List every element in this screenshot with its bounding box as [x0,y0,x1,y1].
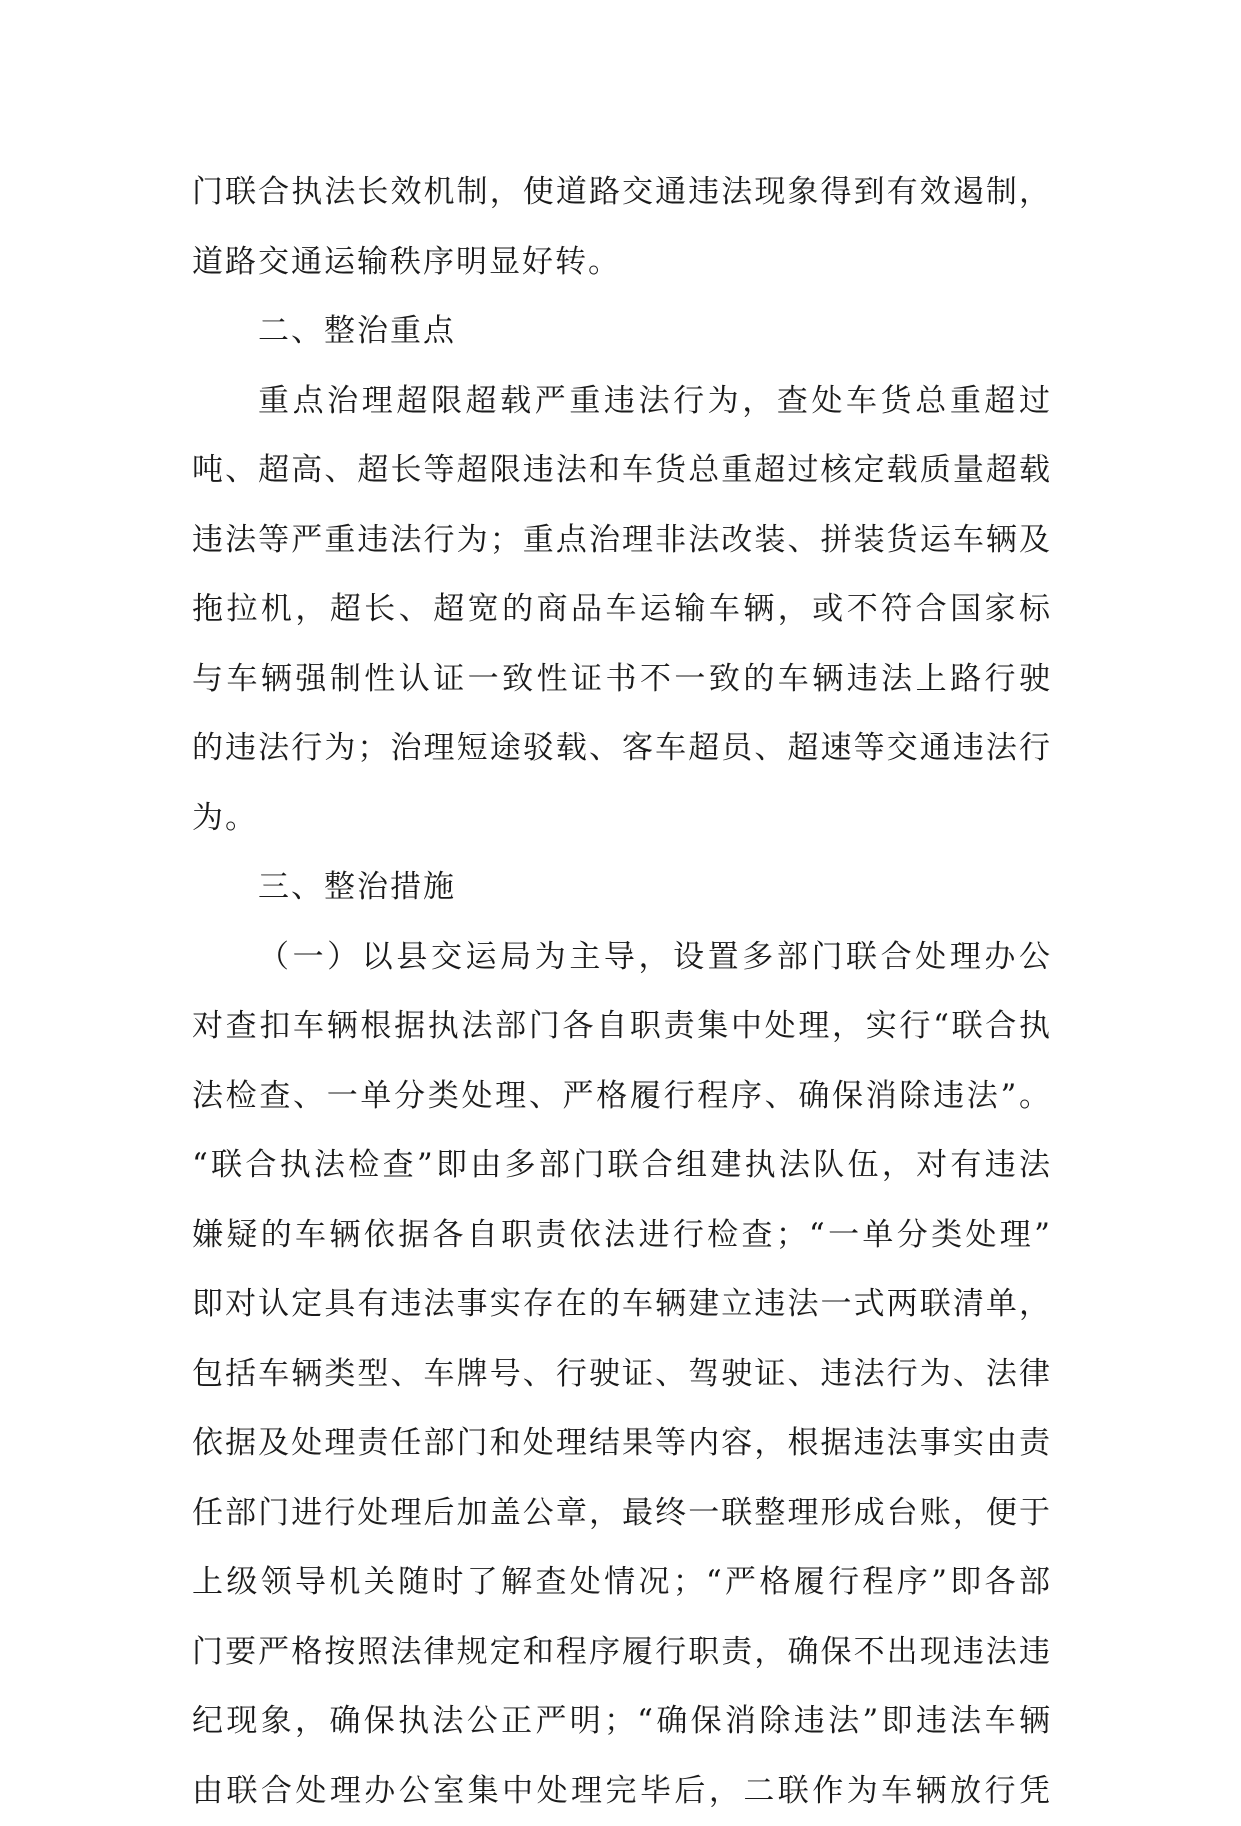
body-line: 嫌疑的车辆依据各自职责依法进行检查；“一单分类处理” [192,1201,1052,1271]
body-line: 的违法行为；治理短途驳载、客车超员、超速等交通违法行 [192,714,1052,784]
body-line: 包括车辆类型、车牌号、行驶证、驾驶证、违法行为、法律 [192,1340,1052,1410]
body-line: 门联合执法长效机制，使道路交通违法现象得到有效遏制， [192,158,1052,228]
body-line: 吨、超高、超长等超限违法和车货总重超过核定载质量超载 [192,436,1052,506]
body-line: 纪现象，确保执法公正严明；“确保消除违法”即违法车辆 [192,1687,1052,1757]
body-line: 依据及处理责任部门和处理结果等内容，根据违法事实由责 [192,1409,1052,1479]
body-line: 违法等严重违法行为；重点治理非法改装、拼装货运车辆及 [192,506,1052,576]
body-line: 拖拉机，超长、超宽的商品车运输车辆，或不符合国家标 [192,575,1052,645]
paragraph-first-line: （一）以县交运局为主导，设置多部门联合处理办公 [192,923,1052,993]
body-line: 任部门进行处理后加盖公章，最终一联整理形成台账，便于 [192,1479,1052,1549]
body-line: 法检查、一单分类处理、严格履行程序、确保消除违法”。 [192,1062,1052,1132]
body-line: 为。 [192,784,1052,854]
paragraph-first-line: 重点治理超限超载严重违法行为，查处车货总重超过 [192,367,1052,437]
body-line: 对查扣车辆根据执法部门各自职责集中处理，实行“联合执 [192,992,1052,1062]
body-line: 由联合处理办公室集中处理完毕后，二联作为车辆放行凭 [192,1757,1052,1826]
body-line: “联合执法检查”即由多部门联合组建执法队伍，对有违法 [192,1131,1052,1201]
section-heading: 二、整治重点 [192,297,1052,367]
body-line: 与车辆强制性认证一致性证书不一致的车辆违法上路行驶 [192,645,1052,715]
section-heading: 三、整治措施 [192,853,1052,923]
body-line: 上级领导机关随时了解查处情况；“严格履行程序”即各部 [192,1548,1052,1618]
body-line: 道路交通运输秩序明显好转。 [192,228,1052,298]
document-body [192,158,1052,1826]
body-line: 即对认定具有违法事实存在的车辆建立违法一式两联清单， [192,1270,1052,1340]
body-line: 门要严格按照法律规定和程序履行职责，确保不出现违法违 [192,1618,1052,1688]
